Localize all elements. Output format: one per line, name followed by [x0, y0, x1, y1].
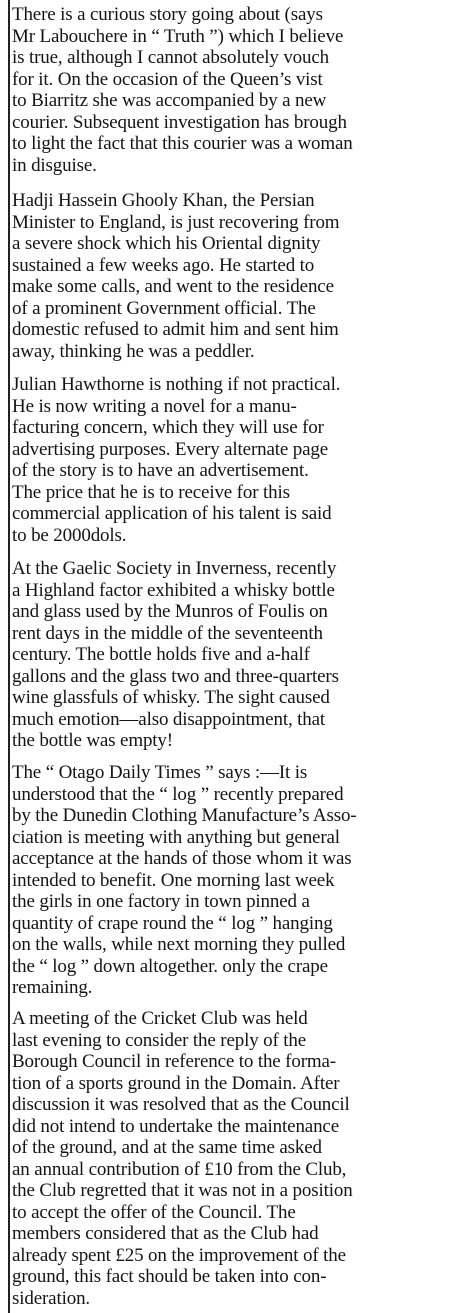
text-line: is true, although I cannot absolutely vouch [12, 47, 330, 68]
text-line: commercial application of his talent is said [12, 503, 332, 524]
text-line: He is now writing a novel for a manu- [12, 395, 297, 417]
text-line: of a prominent Government official. The [12, 297, 316, 319]
text-line: Minister to England, is just recovering from [12, 211, 340, 233]
text-line: domestic refused to admit him and sent him [12, 319, 339, 340]
text-line: The “ Otago Daily Times ” says :—It is [12, 762, 308, 783]
text-line: in disguise. [12, 154, 97, 176]
text-line: wine glassfuls of whisky. The sight caused [12, 687, 330, 708]
text-line: much emotion—also disappointment, that [12, 708, 326, 730]
text-line: discussion it was resolved that as the Council [12, 1094, 350, 1115]
text-line: did not intend to undertake the maintenance [12, 1115, 339, 1137]
text-line: There is a curious story going about (says [12, 4, 323, 25]
text-line: last evening to consider the reply of the [12, 1029, 307, 1051]
text-line: to Biarritz she was accompanied by a new [12, 90, 327, 111]
text-line: courier. Subsequent investigation has brough [12, 111, 347, 133]
text-line: Julian Hawthorne is nothing if not practical. [12, 374, 341, 395]
text-line: to be 2000dols. [12, 524, 127, 546]
text-line: a severe shock which his Oriental dignity [12, 233, 321, 254]
paragraph-otago [12, 762, 453, 999]
text-line: quantity of crape round the “ log ” hanging [12, 912, 333, 934]
paragraph-cricket [12, 1008, 453, 1309]
text-line: a Highland factor exhibited a whisky bottle [12, 579, 335, 601]
text-line: and glass used by the Munros of Foulis on [12, 601, 328, 622]
text-line: ciation is meeting with anything but general [12, 826, 340, 848]
text-line: acceptance at the hands of those whom it was [12, 848, 352, 869]
text-line: the girls in one factory in town pinned a [12, 891, 310, 912]
paragraph-labouchere [12, 4, 453, 176]
text-line: rent days in the middle of the seventeenth [12, 622, 323, 644]
text-line: the bottle was empty! [12, 730, 173, 751]
text-line: sustained a few weeks ago. He started to [12, 254, 315, 276]
text-line: on the walls, while next morning they pulled [12, 934, 346, 955]
text-line: by the Dunedin Clothing Manufacture’s Asso- [12, 805, 357, 826]
text-line: sideration. [12, 1287, 91, 1309]
text-line: of the ground, and at the same time asked [12, 1137, 322, 1158]
text-line: already spent £25 on the improvement of the [12, 1244, 346, 1266]
text-line: Mr Labouchere in “ Truth ”) which I believe [12, 25, 344, 47]
column-rule [8, 0, 10, 1313]
text-line: At the Gaelic Society in Inverness, recently [12, 558, 337, 579]
text-line: intended to benefit. One morning last week [12, 869, 335, 891]
text-line: the “ log ” down altogether. only the crape [12, 955, 328, 977]
text-line: to light the fact that this courier was a woman [12, 133, 353, 154]
text-line: an annual contribution of £10 from the Club, [12, 1158, 347, 1180]
text-line: to accept the offer of the Council. The [12, 1201, 296, 1223]
text-line: members considered that as the Club had [12, 1223, 319, 1244]
text-line: understood that the “ log ” recently prepared [12, 783, 344, 805]
text-line: ground, this fact should be taken into con- [12, 1266, 327, 1287]
text-line: make some calls, and went to the residence [12, 276, 334, 297]
text-line: of the story is to have an advertisement. [12, 460, 309, 481]
text-line: The price that he is to receive for this [12, 481, 290, 503]
text-line: A meeting of the Cricket Club was held [12, 1008, 308, 1029]
text-line: Borough Council in reference to the forma- [12, 1051, 336, 1072]
text-line: remaining. [12, 977, 93, 998]
paragraph-gaelic [12, 558, 453, 752]
text-line: advertising purposes. Every alternate page [12, 438, 329, 460]
text-line: Hadji Hassein Ghooly Khan, the Persian [12, 190, 315, 211]
text-line: facturing concern, which they will use for [12, 417, 324, 438]
text-line: tion of a sports ground in the Domain. After [12, 1072, 340, 1094]
text-line: for it. On the occasion of the Queen’s vist [12, 68, 323, 90]
text-line: gallons and the glass two and three-quarters [12, 665, 339, 687]
text-line: the Club regretted that it was not in a position [12, 1180, 353, 1201]
paragraph-hawthorne [12, 374, 453, 546]
text-line: century. The bottle holds five and a-half [12, 644, 310, 665]
paragraph-hadji [12, 190, 453, 362]
text-line: away, thinking he was a peddler. [12, 340, 255, 362]
